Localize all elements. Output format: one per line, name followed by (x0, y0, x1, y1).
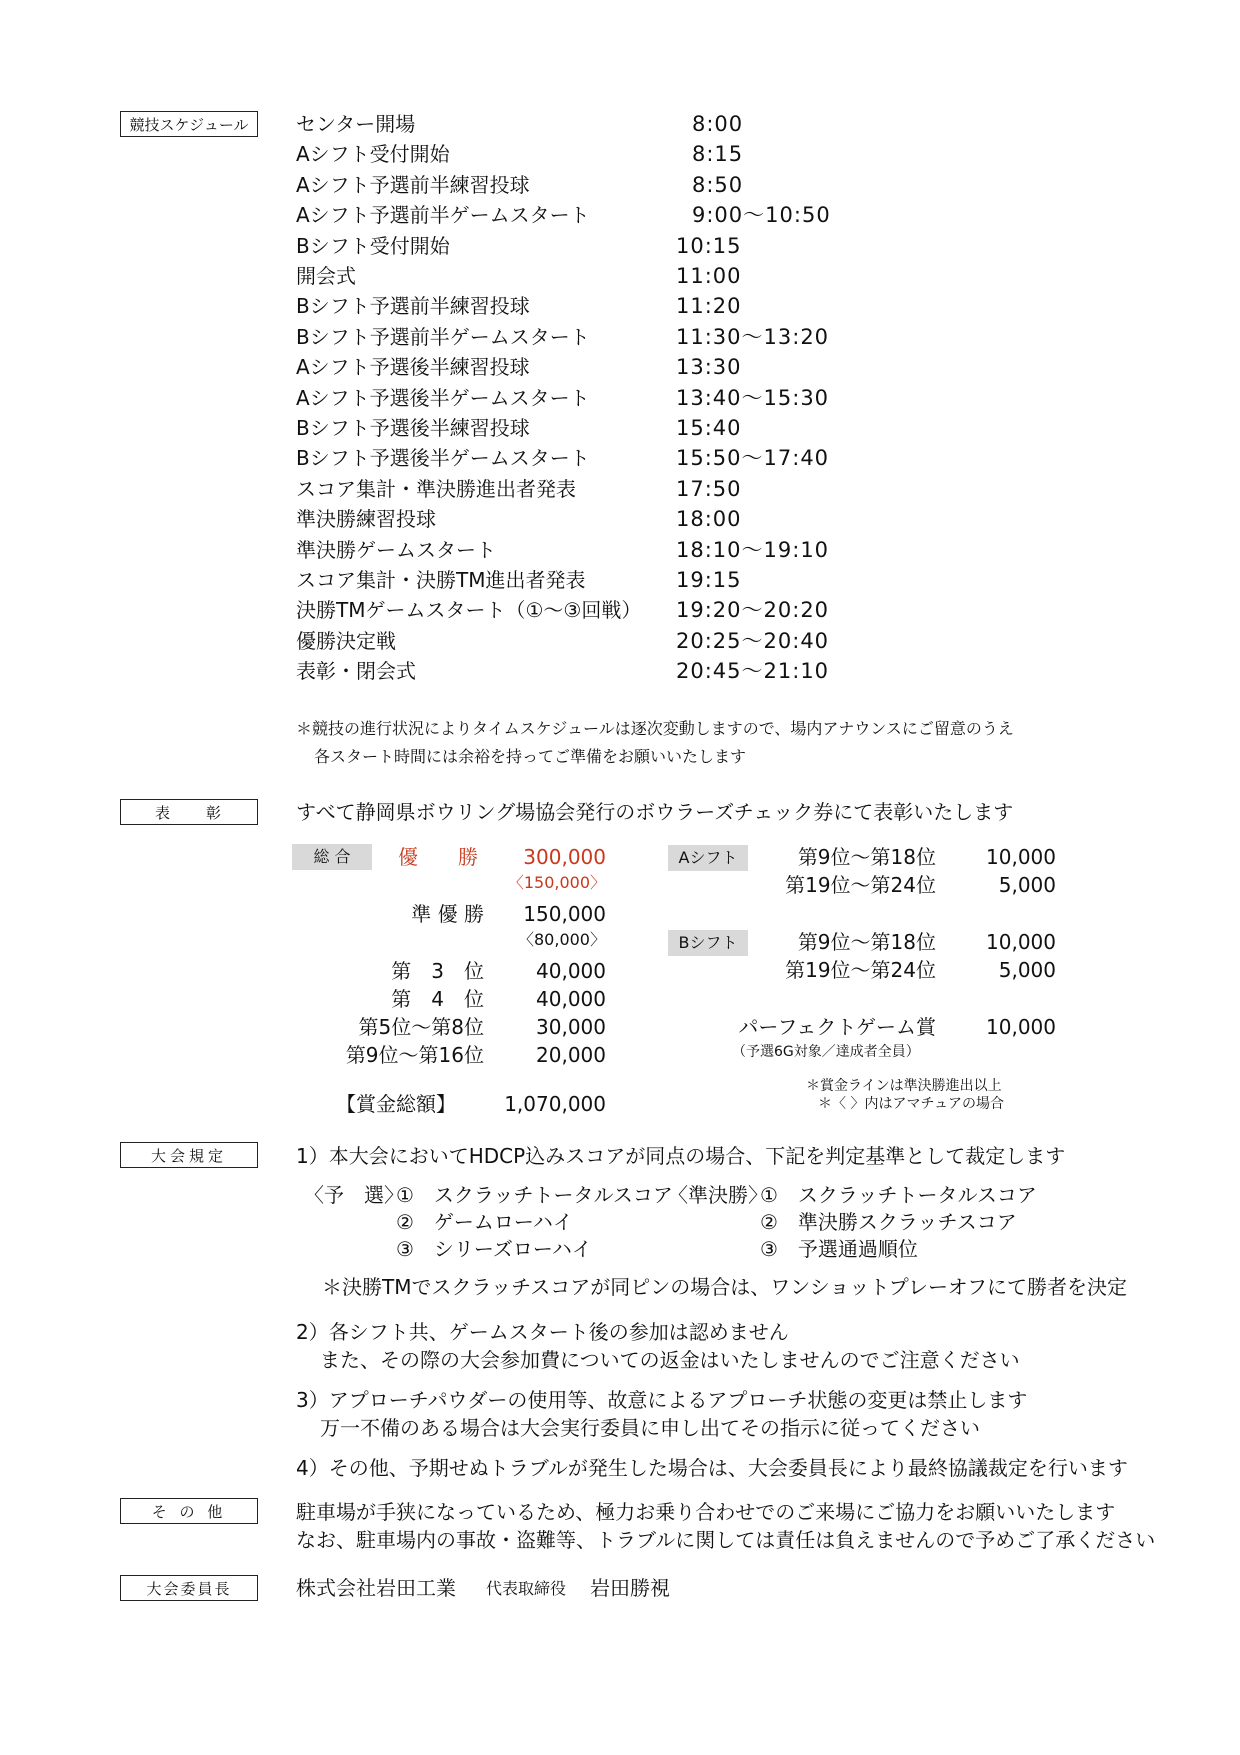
perfect-game-label: パーフェクトゲーム賞 (738, 1015, 936, 1039)
awards-label-text: 表 彰 (154, 804, 223, 822)
schedule-event: Aシフト予選前半ゲームスタート (296, 203, 590, 228)
schedule-row (296, 443, 856, 473)
schedule-event: Aシフト予選前半練習投球 (296, 172, 530, 197)
schedule-event: Aシフト予選後半練習投球 (296, 355, 530, 380)
b-shift-rank-1: 第9位～第18位 (797, 930, 936, 954)
rule-3b: 万一不備のある場合は大会実行委員に申し出てその指示に従ってください (320, 1416, 980, 1440)
prelim-label: 〈予 選〉 (304, 1183, 404, 1207)
schedule-row (296, 626, 856, 656)
schedule-row (296, 474, 856, 504)
schedule-row (296, 535, 856, 565)
b-shift-tag: Bシフト (668, 930, 748, 956)
overall-amount-2: 150,000 (523, 902, 606, 926)
schedule-row (296, 231, 856, 261)
overall-rank-2: 準 優 勝 (411, 902, 484, 926)
semi-criterion-1: ① スクラッチトータルスコア (760, 1183, 1037, 1207)
schedule-section-label (120, 111, 258, 137)
overall-tag: 総 合 (292, 844, 372, 870)
rule-2b: また、その際の大会参加費についての返金はいたしませんのでご注意ください (320, 1348, 1020, 1372)
schedule-row (296, 322, 856, 352)
overall-rank-1: 優 勝 (398, 845, 478, 869)
schedule-row (296, 291, 856, 321)
total-prize-label: 【賞金総額】 (336, 1092, 456, 1116)
rule-2a: 2）各シフト共、ゲームスタート後の参加は認めません (296, 1320, 789, 1344)
b-shift-amount-1: 10,000 (986, 930, 1056, 954)
rules-section-label (120, 1142, 258, 1168)
rule-3a: 3）アプローチパウダーの使用等、故意によるアプローチ状態の変更は禁止します (296, 1388, 1028, 1412)
semi-criterion-3: ③ 予選通過順位 (760, 1237, 918, 1261)
schedule-row (296, 261, 856, 291)
prelim-criterion-1: ① スクラッチトータルスコア (396, 1183, 673, 1207)
a-shift-amount-1: 10,000 (986, 845, 1056, 869)
schedule-row (296, 352, 856, 382)
schedule-event: Aシフト予選後半ゲームスタート (296, 385, 590, 410)
schedule-row (296, 595, 856, 625)
schedule-time: 8:00 (692, 112, 744, 136)
schedule-row (296, 565, 856, 595)
total-prize-amount: 1,070,000 (504, 1092, 606, 1116)
schedule-time: 19:15 (676, 568, 742, 592)
other-label-text: そ の 他 (151, 1503, 227, 1521)
schedule-event: Bシフト予選前半練習投球 (296, 294, 530, 319)
schedule-event: 表彰・閉会式 (296, 659, 416, 684)
schedule-row (296, 200, 856, 230)
awards-intro: すべて静岡県ボウリング場協会発行のボウラーズチェック券にて表彰いたします (296, 800, 1014, 824)
overall-rank-6: 第9位～第16位 (345, 1043, 484, 1067)
schedule-row (296, 383, 856, 413)
schedule-row (296, 504, 856, 534)
schedule-time: 11:30～13:20 (676, 324, 830, 349)
overall-amateur-1: 〈150,000〉 (507, 873, 606, 892)
a-shift-rank-1: 第9位～第18位 (797, 845, 936, 869)
overall-amateur-2: 〈80,000〉 (518, 930, 606, 949)
schedule-row (296, 656, 856, 686)
schedule-event: Bシフト受付開始 (296, 233, 450, 258)
overall-rank-3: 第 3 位 (391, 959, 484, 983)
overall-rank-5: 第5位～第8位 (358, 1015, 484, 1039)
overall-rank-4: 第 4 位 (391, 987, 484, 1011)
schedule-event: Bシフト予選前半ゲームスタート (296, 324, 590, 349)
schedule-event: Aシフト受付開始 (296, 142, 450, 167)
prelim-criterion-2: ② ゲームローハイ (396, 1210, 573, 1234)
semi-criterion-2: ② 準決勝スクラッチスコア (760, 1210, 1017, 1234)
schedule-time: 17:50 (676, 476, 742, 501)
schedule-time: 13:40～15:30 (676, 385, 830, 410)
awards-section-label (120, 799, 258, 825)
overall-amount-5: 30,000 (536, 1015, 606, 1039)
a-shift-rank-2: 第19位～第24位 (785, 873, 936, 897)
schedule-time: 11:20 (676, 294, 742, 319)
other-section-label (120, 1498, 258, 1524)
schedule-note-line2: 各スタート時間には余裕を持ってご準備をお願いいたします (314, 747, 747, 766)
schedule-event: センター開場 (296, 112, 416, 136)
chair-label-text: 大会委員長 (146, 1580, 232, 1598)
a-shift-tag: Aシフト (668, 845, 748, 871)
semi-label: 〈準決勝〉 (668, 1183, 768, 1207)
chair-title: 代表取締役 (486, 1579, 567, 1598)
a-shift-amount-2: 5,000 (998, 873, 1056, 897)
overall-amount-4: 40,000 (536, 987, 606, 1011)
schedule-time: 15:50～17:40 (676, 446, 830, 471)
schedule-time: 9:00～10:50 (692, 203, 831, 228)
b-shift-rank-2: 第19位～第24位 (785, 958, 936, 982)
schedule-note-line1: ＊競技の進行状況によりタイムスケジュールは逐次変動しますので、場内アナウンスにご留意のうえ (296, 719, 1014, 738)
overall-amount-6: 20,000 (536, 1043, 606, 1067)
schedule-label-text: 競技スケジュール (129, 116, 249, 134)
schedule-event: スコア集計・決勝TM進出者発表 (296, 568, 586, 592)
schedule-time: 11:00 (676, 264, 742, 288)
rule-1-note: ＊決勝TMでスクラッチスコアが同ピンの場合は、ワンショットプレーオフにて勝者を決定 (322, 1275, 1127, 1299)
schedule-row (296, 139, 856, 169)
schedule-time: 20:45～21:10 (676, 659, 830, 684)
overall-amount-1: 300,000 (523, 845, 606, 869)
schedule-time: 20:25～20:40 (676, 628, 830, 653)
rule-4: 4）その他、予期せぬトラブルが発生した場合は、大会委員長により最終協議裁定を行います (296, 1456, 1128, 1480)
schedule-time: 19:20～20:20 (676, 598, 830, 623)
schedule-event: 優勝決定戦 (296, 628, 396, 653)
prize-line-note: ＊賞金ラインは準決勝進出以上 (806, 1078, 1002, 1094)
schedule-row (296, 170, 856, 200)
schedule-event: Bシフト予選後半練習投球 (296, 416, 530, 440)
other-line-1: 駐車場が手狭になっているため、極力お乗り合わせでのご来場にご協力をお願いいたします (296, 1500, 1116, 1524)
rules-label-text: 大会規定 (150, 1147, 227, 1165)
rule-1: 1）本大会においてHDCP込みスコアが同点の場合、下記を判定基準として裁定します (296, 1144, 1066, 1168)
chair-company: 株式会社岩田工業 (296, 1576, 456, 1600)
perfect-game-amount: 10,000 (986, 1015, 1056, 1039)
schedule-time: 18:10～19:10 (676, 537, 830, 562)
overall-amount-3: 40,000 (536, 959, 606, 983)
schedule-time: 18:00 (676, 507, 742, 532)
perfect-game-note: （予選6G対象／達成者全員） (732, 1044, 920, 1060)
other-line-2: なお、駐車場内の事故・盗難等、トラブルに関しては責任は負えませんので予めご了承ください (296, 1528, 1156, 1552)
amateur-note: ＊〈 〉内はアマチュアの場合 (818, 1096, 1005, 1112)
b-shift-amount-2: 5,000 (998, 958, 1056, 982)
prelim-criterion-3: ③ シリーズローハイ (396, 1237, 592, 1261)
schedule-event: 決勝TMゲームスタート（①～③回戦） (296, 598, 642, 623)
schedule-row (296, 413, 856, 443)
schedule-event: スコア集計・準決勝進出者発表 (296, 476, 576, 501)
chair-section-label (120, 1575, 258, 1601)
schedule-event: 準決勝ゲームスタート (296, 537, 496, 562)
chair-name: 岩田勝視 (590, 1576, 670, 1600)
schedule-time: 15:40 (676, 416, 742, 440)
schedule-time: 8:15 (692, 142, 744, 167)
schedule-time: 8:50 (692, 172, 744, 197)
schedule-time: 13:30 (676, 355, 742, 380)
schedule-time: 10:15 (676, 233, 742, 258)
schedule-event: Bシフト予選後半ゲームスタート (296, 446, 590, 471)
schedule-row (296, 109, 856, 139)
schedule-event: 準決勝練習投球 (296, 507, 436, 532)
schedule-event: 開会式 (296, 264, 356, 288)
